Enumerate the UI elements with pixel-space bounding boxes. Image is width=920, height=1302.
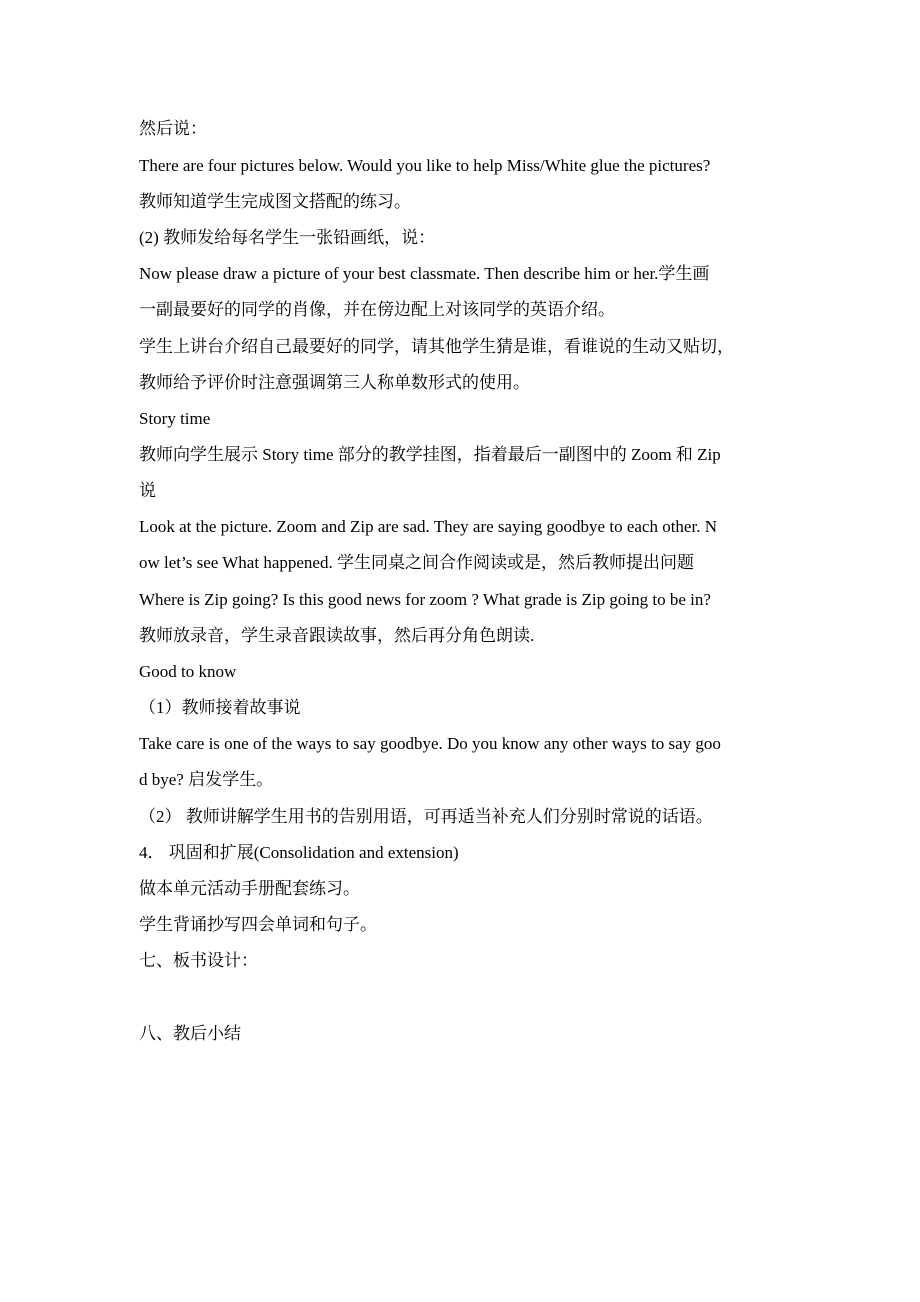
text-line-7: 学生上讲台介绍自己最要好的同学，请其他学生猜是谁，看谁说的生动又贴切， [139, 337, 734, 356]
text-line-13: ow let’s see What happened. 学生同桌之间合作阅读或是，然后教师提出问题 [139, 553, 694, 572]
section-heading-good-to-know: Good to know [139, 662, 237, 681]
text-line-8: 教师给予评价时注意强调第三人称单数形式的使用。 [139, 373, 530, 392]
text-line-15: 教师放录音，学生录音跟读故事，然后再分角色朗读. [139, 626, 535, 645]
text-line-10: 教师向学生展示 Story time 部分的教学挂图，指着最后一副图中的 Zoom 和 Zip [139, 445, 721, 464]
text-line-18: Take care is one of the ways to say goodbye. Do you know any other ways to say goo [139, 734, 721, 753]
text-line-17: （1）教师接着故事说 [139, 698, 301, 717]
text-line-2: There are four pictures below. Would you like to help Miss/White glue the pictures? [139, 156, 711, 175]
text-line-1: 然后说： [139, 119, 207, 138]
section-heading-consolidation: 4． 巩固和扩展(Consolidation and extension) [139, 843, 459, 862]
text-line-12: Look at the picture. Zoom and Zip are sad. They are saying goodbye to each other. N [139, 517, 717, 536]
section-heading-board-design: 七、板书设计： [139, 951, 258, 970]
text-line-23: 学生背诵抄写四会单词和句子。 [139, 915, 377, 934]
text-line-5: Now please draw a picture of your best classmate. Then describe him or her.学生画 [139, 264, 710, 283]
section-heading-reflection: 八、教后小结 [139, 1024, 241, 1043]
text-line-4: (2) 教师发给每名学生一张铅画纸，说： [139, 228, 436, 247]
text-line-20: （2） 教师讲解学生用书的告别用语，可再适当补充人们分别时常说的话语。 [139, 807, 713, 826]
text-line-22: 做本单元活动手册配套练习。 [139, 879, 360, 898]
text-line-3: 教师知道学生完成图文搭配的练习。 [139, 192, 411, 211]
text-line-14: Where is Zip going? Is this good news for zoom ? What grade is Zip going to be in? [139, 590, 711, 609]
text-line-11: 说 [139, 481, 156, 500]
text-line-6: 一副最要好的同学的肖像，并在傍边配上对该同学的英语介绍。 [139, 300, 615, 319]
section-heading-story-time: Story time [139, 409, 211, 428]
text-line-19: d bye? 启发学生。 [139, 770, 274, 789]
